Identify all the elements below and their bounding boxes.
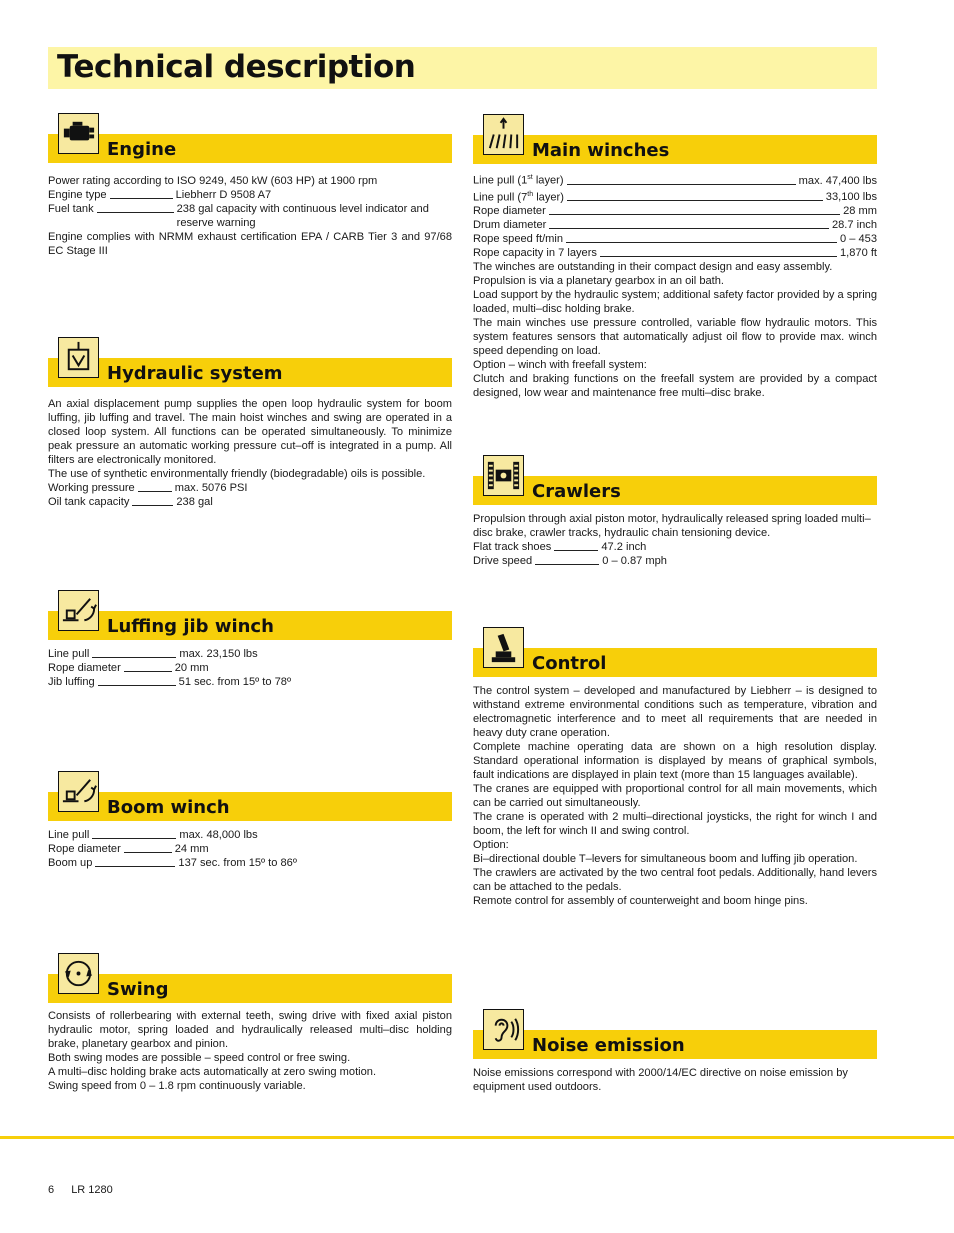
paragraph: Remote control for assembly of counterweight and boom hinge pins. bbox=[473, 895, 808, 907]
section-header bbox=[48, 771, 452, 821]
paragraph: Clutch and braking functions on the freefall system are provided by a compact designed, low wear and maintenance free multi–disc brake. bbox=[473, 373, 877, 400]
section-boom-winch bbox=[48, 771, 452, 870]
spec-row: Oil tank capacity 238 gal bbox=[48, 496, 213, 508]
spec-row: Rope speed ft/min 0 – 453 bbox=[473, 233, 877, 246]
paragraph: The use of synthetic environmentally friendly (biodegradable) oils is possible. bbox=[48, 468, 426, 480]
section-hydraulic bbox=[48, 337, 452, 509]
paragraph: Option: bbox=[473, 839, 509, 851]
ear-icon bbox=[483, 1009, 524, 1050]
spec-row: Rope diameter 24 mm bbox=[48, 843, 209, 855]
section-header bbox=[48, 113, 452, 163]
paragraph: Power rating according to ISO 9249, 450 kW (603 HP) at 1900 rpm bbox=[48, 175, 378, 187]
paragraph: Engine complies with NRMM exhaust certification EPA / CARB Tier 3 and 97/68 EC Stage III bbox=[48, 231, 452, 257]
section-title: Noise emission bbox=[532, 1035, 685, 1056]
spec-row: Engine type Liebherr D 9508 A7 bbox=[48, 189, 272, 201]
paragraph: Both swing modes are possible – speed control or free swing. bbox=[48, 1052, 351, 1064]
paragraph: Propulsion through axial piston motor, hydraulically released spring loaded multi–disc brake, crawler tracks, hydraulic chain tensioning device. bbox=[473, 513, 871, 539]
section-engine bbox=[48, 113, 452, 258]
section-title: Crawlers bbox=[532, 481, 621, 502]
section-luffing-jib-winch bbox=[48, 590, 452, 689]
section-title: Main winches bbox=[532, 140, 670, 161]
model-name: LR 1280 bbox=[71, 1184, 113, 1196]
section-title: Hydraulic system bbox=[107, 363, 283, 384]
section-body bbox=[473, 684, 877, 908]
paragraph: A multi–disc holding brake acts automatically at zero swing motion. bbox=[48, 1066, 377, 1078]
section-title: Control bbox=[532, 653, 607, 674]
section-noise-emission bbox=[473, 1009, 877, 1094]
spec-row: Drive speed 0 – 0.87 mph bbox=[473, 555, 667, 567]
section-crawlers bbox=[473, 455, 877, 568]
section-main-winches bbox=[473, 114, 877, 400]
paragraph: Bi–directional double T–levers for simultaneous boom and luffing jib operation. bbox=[473, 853, 858, 865]
paragraph: The crane is operated with 2 multi–directional joysticks, the right for winch I and boom, the left for winch II and swing control. bbox=[473, 811, 877, 837]
paragraph: Option – winch with freefall system: bbox=[473, 359, 647, 372]
section-title: Luffing jib winch bbox=[107, 616, 274, 637]
section-body bbox=[48, 397, 452, 509]
paragraph: The main winches use pressure controlled, variable flow hydraulic motors. This system features sensors that automatically adjust oil flow to provide max. winch speed depending on load. bbox=[473, 317, 877, 358]
spec-row: Line pull (1st layer) max. 47,400 lbs bbox=[473, 174, 877, 187]
page-footer bbox=[48, 1184, 127, 1196]
paragraph: The crawlers are activated by the two central foot pedals. Additionally, hand levers can be attached to the pedals. bbox=[473, 867, 877, 893]
footer-divider bbox=[0, 1136, 954, 1139]
spec-row: Fuel tank 238 gal capacity with continuous level indicator and reserve warning bbox=[48, 203, 429, 229]
hydraulic-cylinder-icon bbox=[58, 337, 99, 378]
spec-row: Boom up 137 sec. from 15º to 86º bbox=[48, 857, 297, 869]
paragraph: The control system – developed and manufactured by Liebherr – is designed to withstand extreme environmental conditions such as temperature, vibration and electromagnetic interference and to meet all requirements that are needed in heavy duty crane operation. bbox=[473, 685, 877, 739]
section-body bbox=[48, 647, 452, 689]
page-title: Technical description bbox=[57, 49, 416, 85]
spec-row: Line pull max. 48,000 lbs bbox=[48, 829, 258, 841]
section-header bbox=[48, 953, 452, 1003]
section-control bbox=[473, 627, 877, 908]
joystick-icon bbox=[483, 627, 524, 668]
spec-row: Jib luffing 51 sec. from 15º to 78º bbox=[48, 676, 291, 688]
luffing-winch-icon bbox=[58, 590, 99, 631]
paragraph: The cranes are equipped with proportional control for all main movements, which can be carried out simultaneously. bbox=[473, 783, 877, 809]
page-number: 6 bbox=[48, 1184, 55, 1196]
section-body bbox=[473, 512, 877, 568]
spec-row: Rope diameter 20 mm bbox=[48, 662, 209, 674]
spec-row: Rope capacity in 7 layers 1,870 ft bbox=[473, 247, 877, 260]
paragraph: Complete machine operating data are shown on a high resolution display. Standard operational information is displayed by means of graphical symbols, fault indications are displayed in plain text (more than 15 languages available). bbox=[473, 741, 877, 781]
paragraph: Noise emissions correspond with 2000/14/EC directive on noise emission by equipment used outdoors. bbox=[473, 1067, 848, 1093]
section-header bbox=[473, 455, 877, 505]
paragraph: Consists of rollerbearing with external teeth, swing drive with fixed axial piston hydraulic motor, spring loaded and hydraulically released multi–disc holding brake, planetary gearbox and pinion. bbox=[48, 1010, 452, 1050]
section-body bbox=[48, 1009, 452, 1093]
section-title: Engine bbox=[107, 139, 177, 160]
spec-row: Flat track shoes 47.2 inch bbox=[473, 541, 647, 553]
main-winch-icon bbox=[483, 114, 524, 155]
section-header bbox=[48, 337, 452, 387]
paragraph: An axial displacement pump supplies the open loop hydraulic system for boom luffing, jib luffing and travel. The main hoist winches and swing are operated in a closed loop system. All functions can be operated simultaneously. To minimize peak pressure an automatic working pressure cut–off is integrated in a pump. All filters are electronically monitored. bbox=[48, 398, 452, 466]
page-title-bar bbox=[48, 47, 877, 89]
section-header bbox=[473, 1009, 877, 1059]
boom-winch-icon bbox=[58, 771, 99, 812]
section-title: Boom winch bbox=[107, 797, 230, 818]
paragraph: Propulsion is via a planetary gearbox in an oil bath. bbox=[473, 275, 724, 288]
paragraph: The winches are outstanding in their compact design and easy assembly. bbox=[473, 261, 833, 274]
spec-row: Line pull max. 23,150 lbs bbox=[48, 648, 258, 660]
spec-row: Rope diameter 28 mm bbox=[473, 205, 877, 218]
paragraph: Load support by the hydraulic system; additional safety factor provided by a spring loaded, multi–disc holding brake. bbox=[473, 289, 877, 316]
section-swing bbox=[48, 953, 452, 1093]
section-header bbox=[473, 627, 877, 677]
section-body bbox=[473, 171, 877, 400]
section-title: Swing bbox=[107, 979, 169, 1000]
swing-rotation-icon bbox=[58, 953, 99, 994]
engine-icon bbox=[58, 113, 99, 154]
section-body bbox=[48, 828, 452, 870]
spec-row: Drum diameter 28.7 inch bbox=[473, 219, 877, 232]
spec-row: Line pull (7th layer) 33,100 lbs bbox=[473, 190, 877, 204]
section-body bbox=[473, 1066, 877, 1094]
paragraph: Swing speed from 0 – 1.8 rpm continuously variable. bbox=[48, 1080, 306, 1092]
crawler-track-icon bbox=[483, 455, 524, 496]
section-header bbox=[48, 590, 452, 640]
section-body bbox=[48, 174, 452, 258]
section-header bbox=[473, 114, 877, 164]
spec-row: Working pressure max. 5076 PSI bbox=[48, 482, 248, 494]
